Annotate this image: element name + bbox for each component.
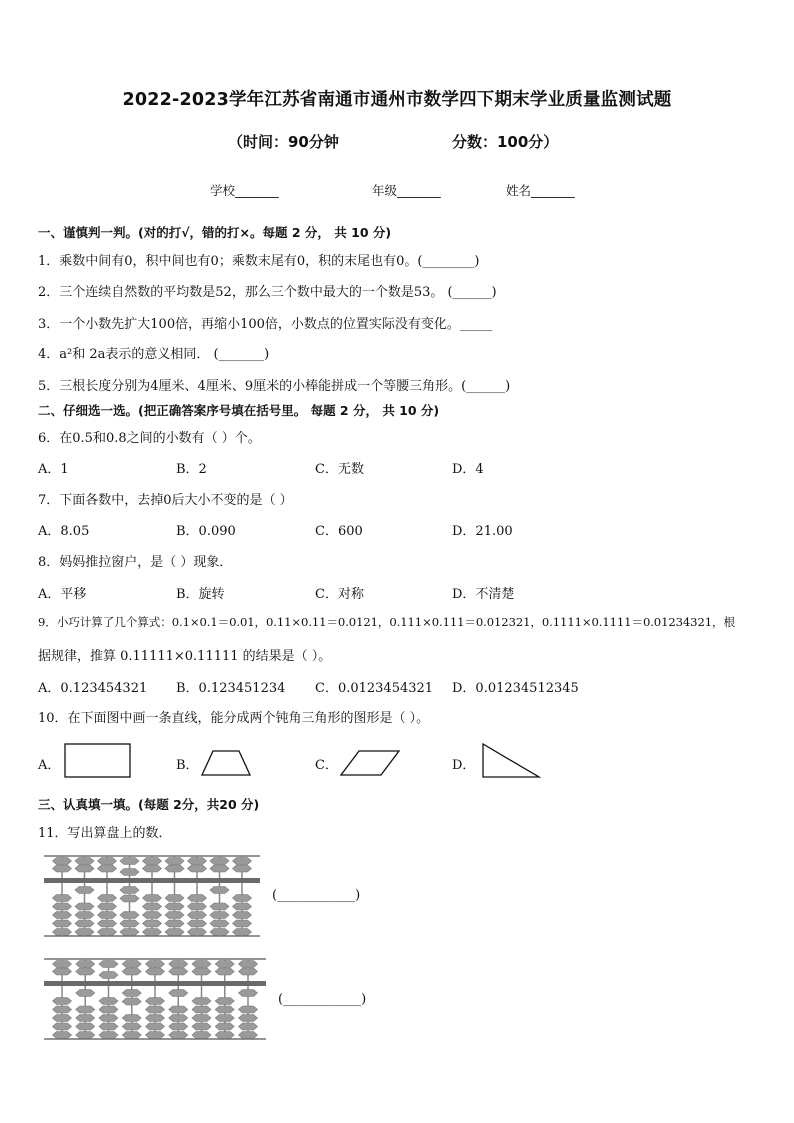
question-5: 5．三根长度分别为4厘米、4厘米、9厘米的小棒能拼成一个等腰三角形。(______)	[38, 379, 511, 394]
question-11: 11．写出算盘上的数．	[38, 826, 172, 841]
q6-option-a[interactable]: A．1	[38, 462, 69, 477]
q9-option-d[interactable]: D．0.01234512345	[452, 681, 579, 696]
q7-option-c[interactable]: C．600	[315, 524, 363, 539]
question-6: 6．在0.5和0.8之间的小数有（ ）个。	[38, 431, 261, 446]
q6-option-d[interactable]: D．4	[452, 462, 484, 477]
exam-score: 分数：100分）	[452, 133, 559, 151]
parallelogram-shape	[339, 749, 401, 777]
q9-option-c[interactable]: C．0.0123454321	[315, 681, 434, 696]
question-8: 8．妈妈推拉窗户，是（ ）现象．	[38, 555, 233, 570]
question-4: 4．a²和 2a表示的意义相同． (_______)	[38, 347, 270, 362]
page-title: 2022-2023学年江苏省南通市通州市数学四下期末学业质量监测试题	[122, 90, 672, 110]
q6-option-c[interactable]: C．无数	[315, 462, 364, 477]
q8-option-b[interactable]: B．旋转	[176, 587, 225, 602]
question-9: 9．小巧计算了几个算式：0.1×0.1＝0.01，0.11×0.11＝0.0121，0.111×0.111＝0.012321，0.1111×0.1111＝0.01234321，根	[38, 615, 736, 629]
q9-option-a[interactable]: A．0.123454321	[38, 681, 148, 696]
section-3-heading: 三、认真填一填。(每题 2分，共20 分)	[38, 797, 260, 812]
section-1-heading: 一、谨慎判一判。(对的打√，错的打×。每题 2 分， 共 10 分)	[38, 225, 392, 240]
abacus-2-answer-blank[interactable]: (____________)	[278, 992, 367, 1007]
exam-time: （时间：90分钟	[228, 133, 339, 151]
abacus-2	[44, 957, 266, 1041]
q8-option-a[interactable]: A．平移	[38, 587, 87, 602]
grade-field[interactable]: 年级_______	[372, 183, 441, 198]
abacus-1-answer-blank[interactable]: (____________)	[272, 888, 361, 903]
q7-option-b[interactable]: B．0.090	[176, 524, 236, 539]
q7-option-d[interactable]: D．21.00	[452, 524, 513, 539]
question-10: 10．在下面图中画一条直线，能分成两个钝角三角形的图形是（ ）。	[38, 711, 430, 726]
rectangle-shape	[64, 743, 132, 779]
q10-option-d[interactable]: D．	[452, 758, 476, 773]
q7-option-a[interactable]: A．8.05	[38, 524, 90, 539]
question-7: 7．下面各数中，去掉0后大小不变的是（ ）	[38, 493, 293, 508]
abacus-1	[44, 854, 260, 938]
question-2: 2．三个连续自然数的平均数是52，那么三个数中最大的一个数是53。 (______)	[38, 285, 497, 300]
right-triangle-shape	[480, 742, 542, 780]
question-1: 1．乘数中间有0，积中间也有0；乘数末尾有0，积的末尾也有0。(________)	[38, 254, 480, 269]
q8-option-d[interactable]: D．不清楚	[452, 587, 515, 602]
q10-option-b[interactable]: B．	[176, 758, 199, 773]
q6-option-b[interactable]: B．2	[176, 462, 207, 477]
q10-option-a[interactable]: A．	[38, 758, 61, 773]
question-9-continued: 据规律，推算 0.11111×0.11111 的结果是（ ）。	[38, 649, 332, 664]
section-2-heading: 二、仔细选一选。(把正确答案序号填在括号里。 每题 2 分， 共 10 分)	[38, 403, 440, 418]
question-3: 3．一个小数先扩大100倍，再缩小100倍，小数点的位置实际没有变化。_____	[38, 317, 493, 332]
q10-option-c[interactable]: C．	[315, 758, 338, 773]
name-field[interactable]: 姓名_______	[506, 183, 575, 198]
q9-option-b[interactable]: B．0.123451234	[176, 681, 286, 696]
school-field[interactable]: 学校_______	[210, 183, 279, 198]
q8-option-c[interactable]: C．对称	[315, 587, 364, 602]
trapezoid-shape	[200, 749, 252, 777]
